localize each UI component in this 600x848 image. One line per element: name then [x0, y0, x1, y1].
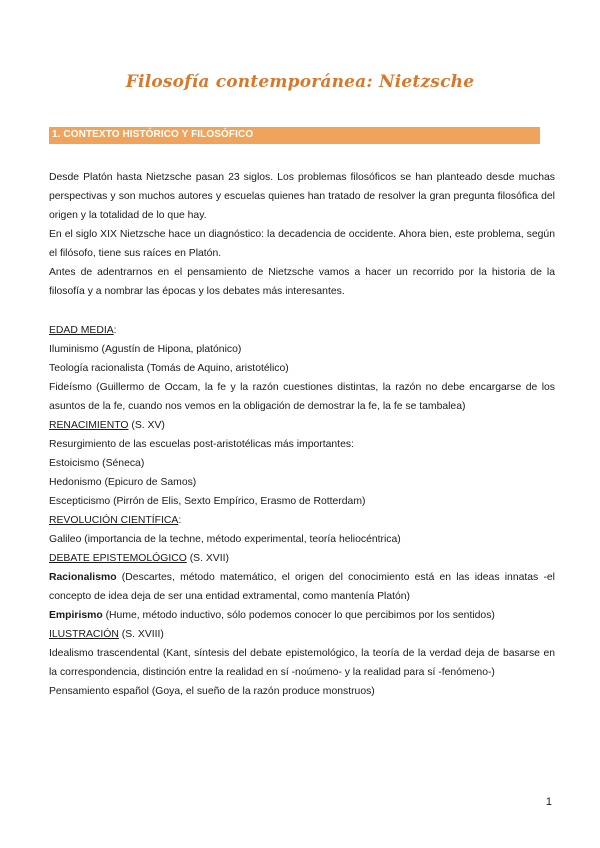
- page-number: 1: [545, 796, 552, 808]
- period-heading-label: RENACIMIENTO: [49, 420, 129, 431]
- period-heading-suffix: :: [113, 325, 117, 336]
- period-heading-suffix: (S. XVIII): [118, 629, 164, 640]
- periods-list: [49, 321, 555, 701]
- period-item: Iluminismo (Agustín de Hipona, platónico): [49, 344, 242, 355]
- term-racionalismo: Racionalismo: [49, 572, 117, 583]
- period-item: Galileo (importancia de la techne, método experimental, teoría heliocéntrica): [49, 534, 401, 545]
- period-heading-label: ILUSTRACIÓN: [49, 629, 119, 640]
- period-heading-suffix: :: [178, 515, 182, 526]
- period-item: Hedonismo (Epicuro de Samos): [49, 477, 197, 488]
- period-heading-suffix: (S. XV): [128, 420, 165, 431]
- period-heading-renacimiento: [49, 416, 555, 435]
- term-description: (Hume, método inductivo, sólo podemos conocer lo que percibimos por los sentidos): [102, 610, 495, 621]
- section-heading-bar: [49, 127, 540, 144]
- period-heading-suffix: (S. XVII): [186, 553, 229, 564]
- section-heading: 1. CONTEXTO HISTÓRICO Y FILOSÓFICO: [52, 129, 254, 140]
- term-description: (Descartes, método matemático, el origen del conocimiento está en las ideas innatas -el concepto de idea deja de ser una entidad extramental, como mantenía Platón): [49, 572, 555, 602]
- period-item: Idealismo trascendental (Kant, síntesis del debate epistemológico, la teoría de la verdad deja de basarse en la correspondencia, distinción entre la realidad en sí -noúmeno- y la realidad para sí -fenómeno-): [49, 648, 555, 678]
- period-heading-debate-epistemologico: [49, 549, 555, 568]
- intro-paragraph: Desde Platón hasta Nietzsche pasan 23 siglos. Los problemas filosóficos se han planteado desde muchas perspectivas y son muchos autores y escuelas quienes han tratado de resolver la gran pregunta filosófica del origen y la totalidad de lo que hay.: [49, 172, 555, 221]
- period-item: Resurgimiento de las escuelas post-aristotélicas más importantes:: [49, 439, 354, 450]
- period-item-racionalismo: [49, 568, 555, 606]
- term-empirismo: Empirismo: [49, 610, 103, 621]
- intro-text: [49, 168, 555, 301]
- intro-paragraph: Antes de adentrarnos en el pensamiento de Nietzsche vamos a hacer un recorrido por la historia de la filosofía y a nombrar las épocas y los debates más interesantes.: [49, 267, 555, 297]
- document-title: Filosofía contemporánea: Nietzsche: [125, 72, 475, 92]
- period-item: Teología racionalista (Tomás de Aquino, aristotélico): [49, 363, 289, 374]
- period-item-empirismo: [49, 606, 555, 625]
- period-heading-ilustracion: [49, 625, 555, 644]
- period-item: Escepticismo (Pirrón de Elis, Sexto Empírico, Erasmo de Rotterdam): [49, 496, 366, 507]
- period-heading-label: EDAD MEDIA: [49, 325, 114, 336]
- period-item: Pensamiento español (Goya, el sueño de la razón produce monstruos): [49, 686, 375, 697]
- period-item: Estoicismo (Séneca): [49, 458, 145, 469]
- intro-paragraph: En el siglo XIX Nietzsche hace un diagnóstico: la decadencia de occidente. Ahora bien, este problema, según el filósofo, tiene sus raíces en Platón.: [49, 229, 555, 259]
- period-item: Fideísmo (Guillermo de Occam, la fe y la razón cuestiones distintas, la razón no debe encargarse de los asuntos de la fe, cuando nos vemos en la obligación de demostrar la fe, la fe se tambalea): [49, 382, 555, 412]
- period-heading-edad-media: [49, 321, 555, 340]
- period-heading-revolucion-cientifica: [49, 511, 555, 530]
- period-heading-label: REVOLUCIÓN CIENTÍFICA: [49, 515, 179, 526]
- period-heading-label: DEBATE EPISTEMOLÓGICO: [49, 553, 187, 564]
